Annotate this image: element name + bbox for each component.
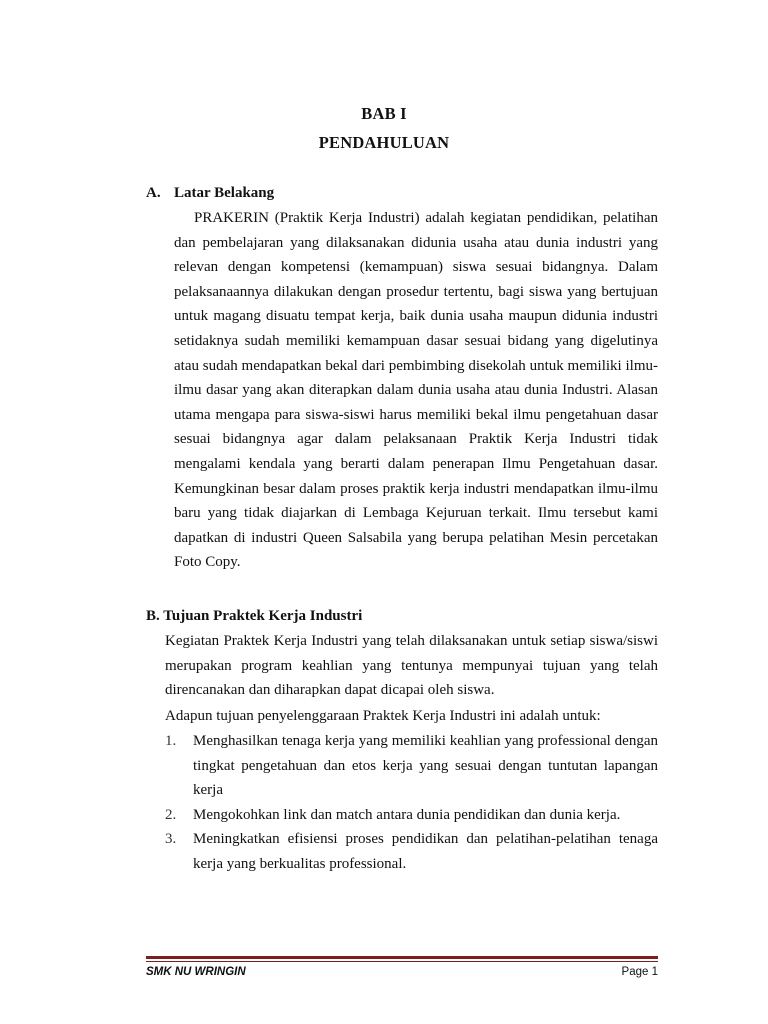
- list-item-text: Menghasilkan tenaga kerja yang memiliki keahlian yang professional dengan tingkat pengetahuan dan etos kerja yang sesuai dengan tuntutan lapangan kerja: [193, 733, 658, 799]
- section-b-label: B.: [146, 608, 160, 624]
- list-item-number: 2.: [165, 806, 177, 823]
- section-b-paragraph-1: Kegiatan Praktek Kerja Industri yang telah dilaksanakan untuk setiap siswa/siswi merupakan program keahlian yang tentunya mempunyai tujuan yang telah direncanakan dan diharapkan dapat dicapai oleh siswa.: [165, 633, 658, 699]
- section-a-title: Latar Belakang: [174, 185, 275, 201]
- section-a-label: A.: [146, 185, 161, 201]
- chapter-number: BAB I: [361, 104, 407, 123]
- section-b-title: Tujuan Praktek Kerja Industri: [163, 608, 363, 624]
- footer-divider-thick: [146, 956, 658, 959]
- footer-divider: [146, 956, 658, 962]
- section-b-heading: [146, 608, 362, 625]
- list-item: [165, 729, 658, 803]
- list-item-text: Meningkatkan efisiensi proses pendidikan dan pelatihan-pelatihan tenaga kerja yang berkualitas professional.: [193, 831, 658, 872]
- list-item-number: 1.: [165, 733, 177, 749]
- section-b-paragraph-2: Adapun tujuan penyelenggaraan Praktek Kerja Industri ini adalah untuk:: [165, 708, 601, 724]
- footer-school-name: SMK NU WRINGIN: [146, 966, 246, 978]
- list-item: [165, 827, 658, 876]
- list-item-number: 3.: [165, 831, 177, 848]
- objectives-list: [165, 729, 658, 877]
- chapter-title: PENDAHULUAN: [318, 133, 450, 152]
- section-a-heading: [146, 185, 274, 202]
- footer-page-number: Page 1: [621, 966, 658, 978]
- list-item-text: Mengokohkan link dan match antara dunia pendidikan dan dunia kerja.: [193, 806, 621, 823]
- footer-divider-thin: [146, 961, 658, 962]
- list-item: [165, 803, 658, 828]
- section-a-paragraph: PRAKERIN (Praktik Kerja Industri) adalah kegiatan pendidikan, pelatihan dan pembelajaran yang dilaksanakan didunia usaha atau dunia industri yang relevan dengan kompetensi (kemampuan) siswa sesuai bidangnya. Dalam pelaksanaannya dilakukan dengan prosedur tertentu, bagi siswa yang bertujuan untuk magang disuatu tempat kerja, baik dunia usaha maupun didunia industri setidaknya sudah memiliki kemampuan dasar sesuai bidang yang digelutinya atau sudah mendapatkan bekal dari pembimbing disekolah untuk memiliki ilmu-ilmu dasar yang akan diterapkan dalam dunia usaha atau dunia Industri. Alasan utama mengapa para siswa-siswi harus memiliki bekal ilmu pengetahuan dasar sesuai bidangnya agar dalam pelaksanaan Praktik Kerja Industri tidak mengalami kendala yang berarti dalam penerapan Ilmu Pengetahuan dasar. Kemungkinan besar dalam proses praktik kerja industri mendapatkan ilmu-ilmu baru yang tidak diajarkan di Lembaga Kejuruan terkait. Ilmu tersebut kami dapatkan di industri Queen Salsabila yang berupa pelatihan Mesin percetakan Foto Copy.: [174, 210, 658, 571]
